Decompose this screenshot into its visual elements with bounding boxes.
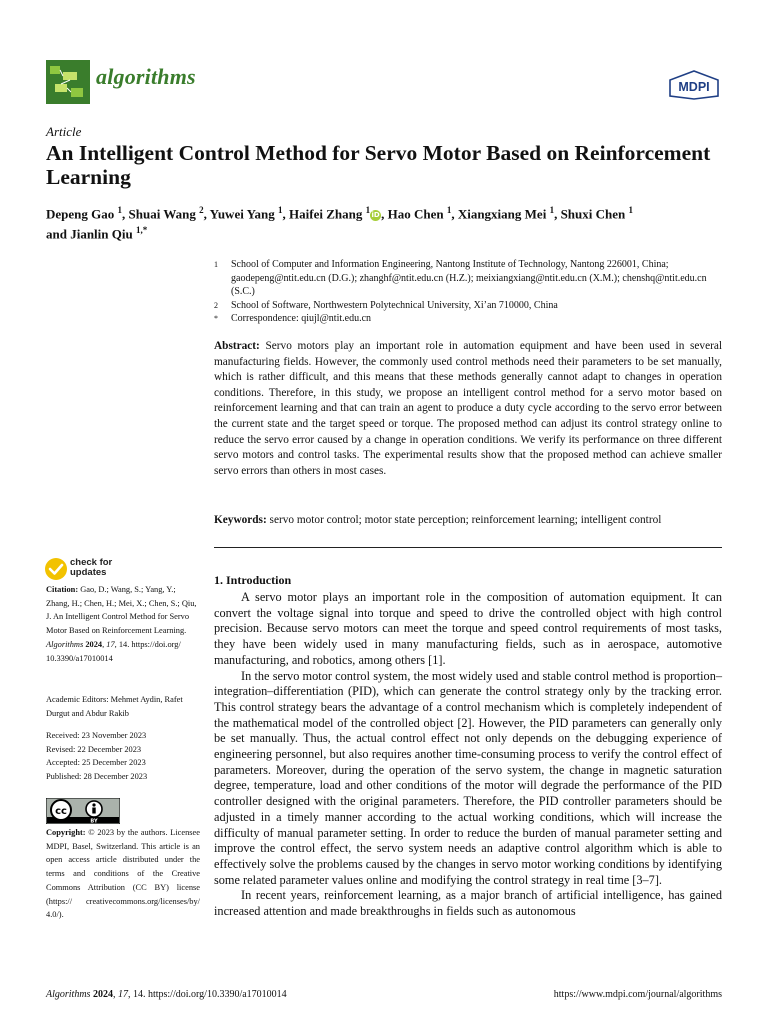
- affiliation-item: [214, 299, 724, 313]
- affiliation-text: School of Computer and Information Engineering, Nantong Institute of Technology, Nantong 226001, China; gaodepeng@ntit.edu.cn (D.G.); zhanghf@ntit.edu.cn (H.Z.); meixiangxiang@ntit.edu.cn (X.M.); chenshq@ntit.edu.cn (S.C.): [231, 259, 707, 297]
- footer-journal-url[interactable]: https://www.mdpi.com/journal/algorithms: [553, 989, 722, 1000]
- author-name[interactable]: Hao Chen: [387, 206, 444, 222]
- journal-name: algorithms: [96, 64, 196, 89]
- affiliation-marker: *: [214, 314, 218, 323]
- orcid-icon[interactable]: iD: [371, 211, 380, 220]
- footer-journal: Algorithms: [46, 989, 91, 1000]
- svg-text:cc: cc: [55, 806, 67, 817]
- author-affiliation-marker: 1,*: [135, 225, 148, 236]
- author-name[interactable]: Haifei Zhang: [289, 206, 363, 222]
- author-name[interactable]: Xiangxiang Mei: [457, 206, 547, 222]
- copyright-notice: [46, 826, 200, 922]
- cc-by-label: BY: [90, 818, 98, 824]
- mdpi-logo-icon: [668, 70, 720, 100]
- check-for-updates-label: [70, 558, 112, 578]
- affiliation-marker: 2: [214, 300, 218, 310]
- journal-logo-icon: [46, 60, 90, 104]
- abstract-label: Abstract:: [214, 340, 260, 352]
- citation: Citation: Gao, D.; Wang, S.; Yang, Y.; Zhang, H.; Chen, H.; Mei, X.; Chen, S.; Qiu, J. An Intelligent Control Method for Servo Motor Based on Reinforcement Learning. Algorithms 2024, 17, 14. https://doi.org/ 10.3390/a17010014: [46, 585, 197, 663]
- publication-dates: [46, 729, 200, 784]
- author-name[interactable]: Jianlin Qiu: [70, 226, 133, 242]
- section-divider: [214, 547, 722, 548]
- author-affiliation-marker: 2: [199, 205, 204, 215]
- affiliation-text: School of Software, Northwestern Polytechnical University, Xi’an 710000, China: [231, 299, 558, 311]
- footer-citation: Algorithms 2024, 17, 14. https://doi.org/10.3390/a17010014: [46, 989, 287, 1000]
- revised-date: Revised: 22 December 2023: [46, 744, 142, 754]
- article-type: Article: [46, 124, 82, 139]
- footer-doi-link[interactable]: , 14. https://doi.org/10.3390/a17010014: [127, 989, 287, 1000]
- author-affiliation-marker: 1: [278, 205, 283, 215]
- abstract-text: Servo motors play an important role in automation equipment and have been used in several manufacturing fields. However, the commonly used control methods need their parameters to be set manually, which is rather difficult, and this means that these methods generally cannot adapt to changes in operation conditions. Therefore, in this study, we propose an intelligent control method for a servo motor based on reinforcement learning and that can train an agent to produce a duty cycle according to the servo error between the current state and the target speed or torque. The proposed method can adjust its control strategy online to reduce the servo error caused by a change in operation conditions. We verify its performance on three different servo motors and control tasks. The experimental results show that the proposed method can achieve smaller servo errors than others in most cases.: [214, 340, 723, 477]
- check-for-updates-line2: updates: [70, 567, 107, 578]
- author-affiliation-marker: 1: [549, 205, 555, 215]
- check-for-updates-icon: [44, 557, 68, 581]
- check-for-updates-button[interactable]: [44, 557, 134, 583]
- author-name[interactable]: Shuxi Chen: [560, 206, 626, 222]
- abstract: [214, 339, 722, 479]
- received-date: Received: 23 November 2023: [46, 731, 147, 740]
- correspondence-text: Correspondence: qiujl@ntit.edu.cn: [231, 313, 372, 324]
- copyright-text: © 2023 by the authors. Licensee MDPI, Basel, Switzerland. This article is an open access article distributed under the terms and conditions of the Creative Commons Attribution (CC BY) license (https:// creativecommons.org/licenses/by/ 4.0/).: [46, 828, 200, 920]
- keywords-text: servo motor control; motor state perception; reinforcement learning; intelligent control: [269, 514, 662, 526]
- author-affiliation-marker: 1: [446, 205, 452, 215]
- paragraph: A servo motor plays an important role in the composition of automation equipment. It can convert the voltage signal into torque and speed to drive the controlled object with high control precision. Because servo motors can meet the torque and speed control requirements of most tasks, they have been widely used in many manufacturing fields, such as in aerospace, automotive manufacturing, and robotics, among others [1].: [214, 590, 722, 667]
- author-name[interactable]: Yuwei Yang: [209, 206, 275, 222]
- affiliations: [214, 258, 724, 326]
- author-affiliation-marker: 1: [628, 205, 633, 215]
- copyright-label: Copyright:: [46, 828, 86, 837]
- footer-volume: 17: [117, 989, 128, 1000]
- paragraph: In recent years, reinforcement learning, as a major branch of artificial intelligence, has gained increased attention and made breakthroughs in fields such as autonomous: [214, 888, 722, 919]
- citation-volume: 17: [106, 639, 115, 649]
- paragraph: In the servo motor control system, the most widely used and stable control method is proportion–integration–differentiation (PID), which can generate the control strategy only by the tracking error. This control strategy bears the advantage of a control mechanism which is completely independent of the mathematical model of the controlled object [2]. However, the PID parameters can generally only be set manually. Thus, the actual control effect not only depends on the debugging experience of engineering personnel, but also requires another time-consuming process to verify the control effect of parameters. Moreover, during the operation of the servo system, the change in magnetic saturation degree, temperature, load and other conditions of the motor will degrade the performance of the PID controller designed with the original parameters. Therefore, the PID controller parameters should be adjusted in a timely manner according to the actual working conditions, which will increase the difficulty of manual parameter setting. In order to reduce the burden of manual parameter setting and improve the control effect, the servo system needs an adaptive control algorithm which is able to effectively solve the problems caused by the changes in servo motor working conditions by identifying some related parameter values online and modifying the control strategy in real time [3–7].: [214, 668, 722, 887]
- published-date: Published: 28 December 2023: [46, 772, 148, 782]
- author-list: Depeng Gao $^1$, Shuai Wang $^2$, Yuwei Yang $^1$, Haifei Zhang $^1$iD, Hao Chen $^1$, Xiangxiang Mei $^1$, Shuxi Chen $^1$ and Jianlin Qiu $^{1,*}$: [46, 205, 633, 242]
- mdpi-logo: [668, 70, 720, 100]
- citation-year: 2024: [85, 639, 103, 649]
- author-affiliation-marker: 1: [365, 205, 371, 215]
- affiliation-marker: 1: [214, 260, 218, 269]
- keywords-label: Keywords:: [214, 514, 267, 526]
- citation-text: Gao, D.; Wang, S.; Yang, Y.; Zhang, H.; Chen, H.; Mei, X.; Chen, S.; Qiu, J. An Intelligent Control Method for Servo Motor Based on Reinforcement Learning.: [46, 585, 197, 636]
- citation-doi[interactable]: , 14. https://doi.org/ 10.3390/a17010014: [46, 639, 181, 663]
- citation-label: Citation:: [46, 585, 79, 594]
- paper-title: An Intelligent Control Method for Servo Motor Based on Reinforcement Learning: [46, 141, 711, 189]
- affiliation-item: [214, 258, 724, 299]
- affiliation-item: [214, 312, 724, 326]
- footer-year: 2024: [92, 989, 113, 1000]
- author-affiliation-marker: 1: [117, 205, 122, 215]
- mdpi-logo-text: MDPI: [678, 80, 710, 94]
- cc-by-license-icon[interactable]: [46, 798, 120, 824]
- author-name[interactable]: Depeng Gao: [46, 206, 115, 222]
- citation-journal: Algorithms: [46, 639, 84, 649]
- keywords: [214, 513, 722, 528]
- author-name[interactable]: Shuai Wang: [128, 206, 196, 222]
- check-for-updates-line1: check for: [70, 557, 113, 568]
- section-heading: 1. Introduction: [214, 573, 292, 587]
- accepted-date: Accepted: 25 December 2023: [46, 758, 146, 768]
- academic-editors: Academic Editors: Mehmet Aydin, Rafet Durgut and Abdur Rakib: [46, 695, 183, 718]
- introduction-body: [214, 590, 722, 920]
